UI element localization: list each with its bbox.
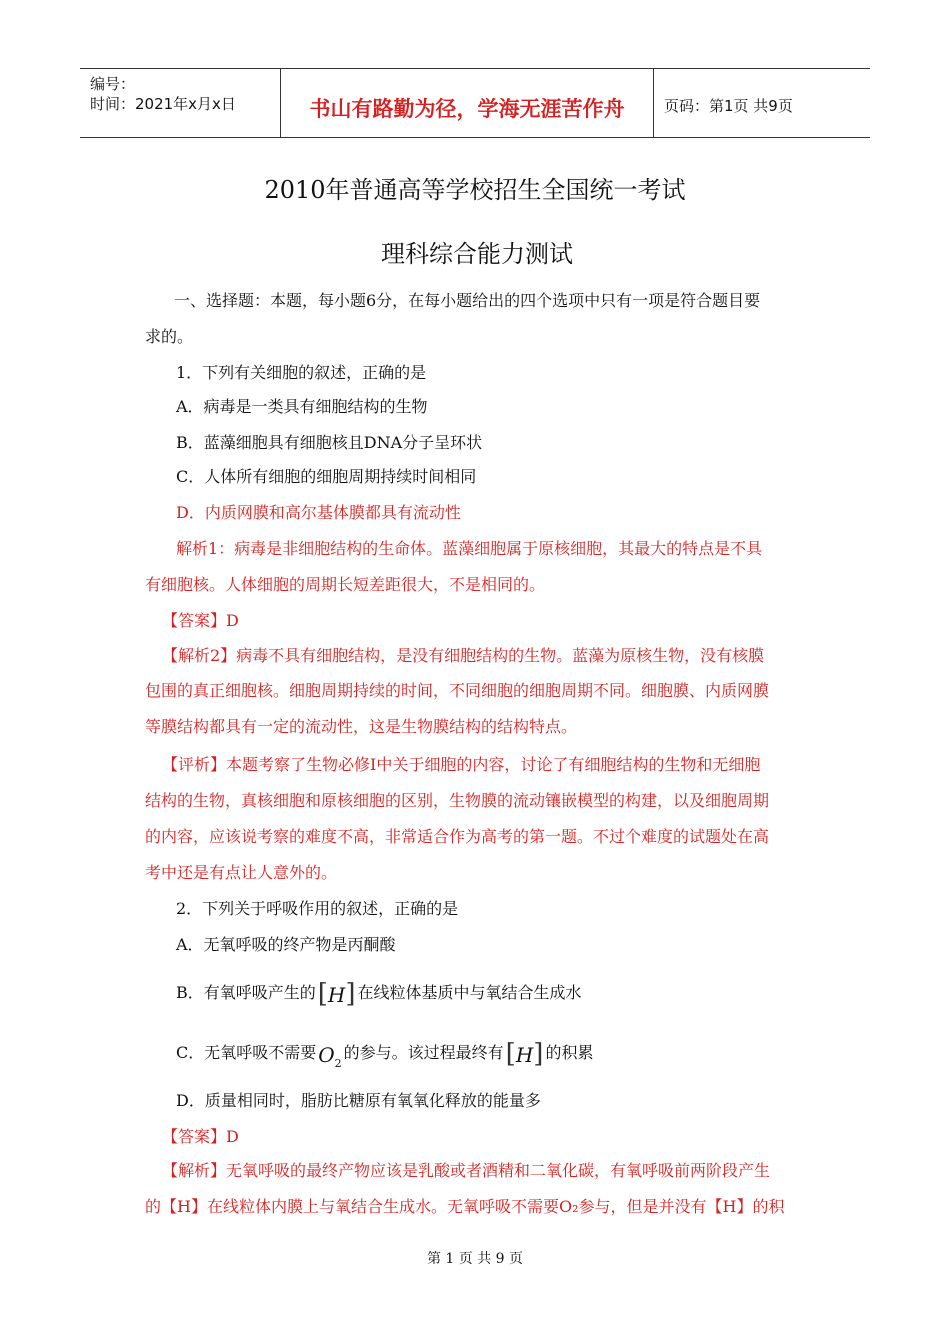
- q1-comment-line4: 考中还是有点让人意外的。: [145, 863, 338, 882]
- q1-analysis1-line2: 有细胞核。人体细胞的周期长短差距很大，不是相同的。: [145, 575, 546, 594]
- q1-option-b: B．蓝藻细胞具有细胞核且DNA分子呈环状: [176, 433, 483, 452]
- q2-option-c-middle: 的参与。该过程最终有: [343, 1043, 504, 1062]
- q1-option-d: D．内质网膜和高尔基体膜都具有流动性: [176, 503, 461, 522]
- q2-option-c-suffix: 的积累: [545, 1043, 594, 1062]
- q2-analysis-line2: 的【H】在线粒体内膜上与氧结合生成水。无氧呼吸不需要O₂参与，但是并没有【H】的积: [145, 1197, 785, 1216]
- hydrogen-symbol: H: [327, 983, 346, 1007]
- header-motto-cell: [281, 69, 654, 137]
- number-label: 编号：: [90, 75, 136, 93]
- q1-comment-line3: 的内容，应该说考察的难度不高，非常适合作为高考的第一题。不过个难度的试题处在高: [145, 827, 770, 846]
- header-meta-cell: [80, 69, 281, 137]
- section-intro-line2: 求的。: [145, 327, 194, 346]
- q2-option-b-prefix: B．有氧呼吸产生的: [176, 983, 316, 1002]
- document-header: [80, 68, 870, 138]
- q2-analysis-line1: 【解析】无氧呼吸的最终产物应该是乳酸或者酒精和二氧化碳，有氧呼吸前两阶段产生: [162, 1161, 771, 1180]
- q2-option-b: [176, 979, 582, 1009]
- q2-option-a: A．无氧呼吸的终产物是丙酮酸: [176, 935, 396, 954]
- q1-analysis2-line3: 等膜结构都具有一定的流动性，这是生物膜结构的结构特点。: [145, 717, 578, 736]
- q1-stem: 1．下列有关细胞的叙述，正确的是: [176, 363, 427, 382]
- hydrogen-symbol-2: H: [515, 1043, 534, 1067]
- page-label: 页码：第1页 共9页: [664, 97, 793, 115]
- q1-option-a: A．病毒是一类具有细胞结构的生物: [176, 397, 428, 416]
- q2-option-b-suffix: 在线粒体基质中与氧结合生成水: [357, 983, 582, 1002]
- header-page-cell: [654, 69, 870, 137]
- oxygen-formula: [316, 1044, 343, 1075]
- exam-title: 2010年普通高等学校招生全国统一考试: [264, 176, 686, 204]
- exam-subtitle: 理科综合能力测试: [381, 240, 573, 268]
- time-label: 时间：2021年x月x日: [90, 95, 236, 113]
- q1-analysis2-line2: 包围的真正细胞核。细胞周期持续的时间，不同细胞的细胞周期不同。细胞膜、内质网膜: [145, 681, 770, 700]
- q2-option-c-prefix: C．无氧呼吸不需要: [176, 1043, 317, 1062]
- q1-option-c: C．人体所有细胞的细胞周期持续时间相同: [176, 467, 477, 486]
- q1-analysis2-line1: 【解析2】病毒不具有细胞结构，是没有细胞结构的生物。蓝藻为原核生物，没有核膜: [162, 646, 765, 665]
- section-intro-line1: 一、选择题：本题，每小题6分，在每小题给出的四个选项中只有一项是符合题目要: [174, 291, 761, 310]
- q1-comment-line1: 【评析】本题考察了生物必修Ⅰ中关于细胞的内容，讨论了有细胞结构的生物和无细胞: [162, 755, 761, 774]
- q1-analysis1-line1: 解析1：病毒是非细胞结构的生命体。蓝藻细胞属于原核细胞，其最大的特点是不具: [176, 539, 763, 558]
- hydrogen-formula-2: [H]: [505, 1039, 544, 1069]
- oxygen-symbol: O: [318, 1043, 335, 1067]
- q1-comment-line2: 结构的生物，真核细胞和原核细胞的区别，生物膜的流动镶嵌模型的构建，以及细胞周期: [145, 791, 770, 810]
- q2-answer: 【答案】D: [162, 1127, 239, 1146]
- q2-option-c: [176, 1039, 594, 1075]
- oxygen-subscript: 2: [334, 1057, 342, 1070]
- q2-option-d: D．质量相同时，脂肪比糖原有氧氧化释放的能量多: [176, 1091, 541, 1110]
- page-footer: 第 1 页 共 9 页: [426, 1251, 524, 1267]
- hydrogen-formula: [H]: [317, 979, 356, 1009]
- q2-stem: 2．下列关于呼吸作用的叙述，正确的是: [176, 899, 459, 918]
- q1-answer: 【答案】D: [162, 611, 239, 630]
- motto: 书山有路勤为径，学海无涯苦作舟: [309, 97, 625, 121]
